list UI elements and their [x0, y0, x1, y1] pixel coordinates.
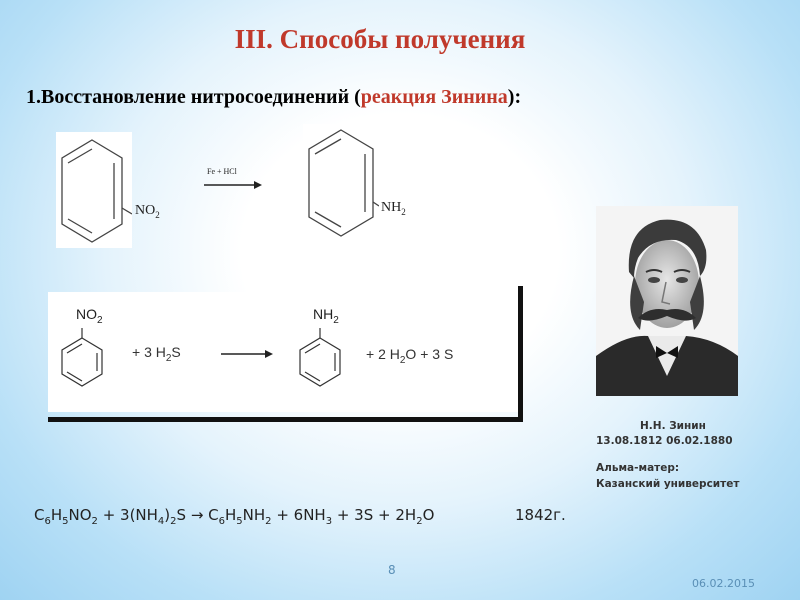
subtitle-suffix: ): [507, 86, 522, 108]
aniline-structure [303, 124, 379, 242]
slide-title: III. Способы получения [234, 24, 526, 54]
reaction-arrow-2 [221, 349, 275, 359]
amino-group-label-2: $NH_2$ [313, 306, 339, 326]
reaction-arrow [204, 180, 264, 190]
discovery-year: 1842г. [515, 506, 566, 524]
panel-shadow-bottom [48, 417, 523, 422]
hydrogen-sulfide-reagent: + 3 $H_2S$ [132, 344, 181, 364]
reagent-label: Fe + HCl [207, 167, 237, 176]
section-subtitle [26, 86, 521, 109]
footer-date: 06.02.2015 [692, 577, 755, 590]
alma-mater-value: Казанский университет [596, 478, 740, 490]
nitrobenzene-ring-2 [58, 326, 116, 396]
panel-shadow-right [518, 286, 523, 422]
aniline-ring-2 [294, 326, 352, 396]
page-number: 8 [388, 563, 396, 577]
aniline-panel [303, 124, 379, 242]
alma-mater-label: Альма-матер: [596, 462, 680, 474]
overall-equation: $C_6H_5NO_2 + 3(NH_4)_2S \to C_6H_5NH_2 + 6NH_3 + 3S + 2H_2O$ [34, 506, 435, 527]
zinin-portrait [596, 206, 738, 396]
byproducts-label: + 2 $H_2O + 3$ S [366, 346, 454, 366]
amino-group-label: $NH_2$ [381, 200, 406, 217]
portrait-dates: 13.08.1812 06.02.1880 [596, 435, 733, 447]
portrait-name: Н.Н. Зинин [640, 420, 706, 432]
subtitle-highlight: реакция Зинина [360, 86, 508, 108]
subtitle-prefix: 1.Восстановление нитросоединений ( [26, 86, 361, 108]
nitro-group-label-2: $NO_2$ [76, 306, 103, 326]
nitrobenzene-structure [56, 132, 132, 248]
nitro-group-label: $NO_2$ [135, 203, 160, 220]
nitrobenzene-panel [56, 132, 132, 248]
